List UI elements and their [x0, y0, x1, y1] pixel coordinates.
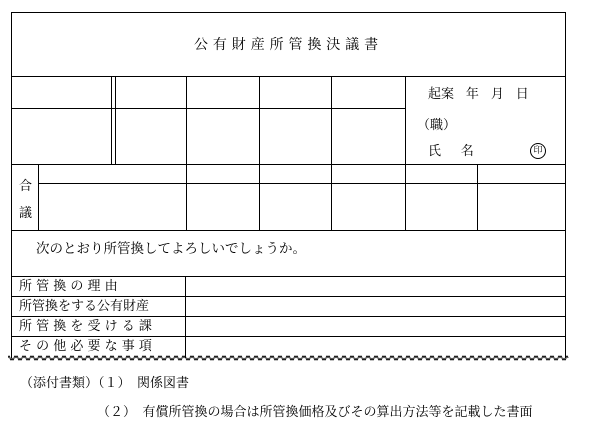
request-sentence: 次のとおり所管換してよろしいでしょうか。	[36, 241, 306, 257]
consult-row-line	[38, 183, 566, 184]
row-line-1	[11, 296, 566, 297]
seal-mark-icon: 印	[530, 143, 546, 159]
frame-top-line	[11, 12, 566, 13]
stamp-col-1	[111, 76, 112, 164]
consult-col-2	[259, 164, 260, 230]
row-label-receiving-section: 所 管 換 を 受 け る 課	[19, 319, 152, 334]
rows-label-divider	[185, 276, 186, 358]
consult-col-1	[186, 164, 187, 230]
row-line-2	[11, 316, 566, 317]
row-label-property: 所管換をする公有財産	[19, 299, 150, 314]
draft-date-label: 起案 年 月 日	[428, 87, 529, 102]
stamp-col-2	[186, 76, 187, 164]
attachments-line-1: （添付書類）（１） 関係図書	[20, 376, 190, 391]
consult-label-bottom: 議	[19, 206, 33, 221]
consult-col-4	[405, 164, 406, 230]
stamp-grid-bottom-line	[11, 164, 566, 165]
frame-right-line	[565, 12, 566, 358]
consult-col-5	[477, 164, 478, 230]
title-divider	[11, 76, 566, 77]
row-label-reason: 所 管 換 の 理 由	[19, 279, 118, 294]
continuation-wave-line	[8, 352, 570, 364]
row-line-3	[11, 336, 566, 337]
position-label: （職）	[417, 118, 457, 133]
consult-label-divider	[38, 164, 39, 230]
frame-left-line	[11, 12, 12, 358]
stamp-col-1b	[115, 76, 116, 164]
attachments-line-2: （２） 有償所管換の場合は所管換価格及びその算出方法等を記載した書面	[97, 405, 533, 420]
name-label: 氏 名	[428, 144, 474, 159]
stamp-grid-mid-line	[11, 108, 405, 109]
stamp-col-4	[331, 76, 332, 164]
consult-label-top: 合	[19, 179, 33, 194]
stamp-col-3	[259, 76, 260, 164]
form-title: 公有財産所管換決議書	[194, 37, 383, 53]
consult-bottom-line	[11, 230, 566, 231]
stamp-col-5	[405, 76, 406, 164]
rows-top-line	[11, 276, 566, 277]
row-label-other-matters: そ の 他 必 要 な 事 項	[19, 339, 152, 354]
consult-col-3	[331, 164, 332, 230]
